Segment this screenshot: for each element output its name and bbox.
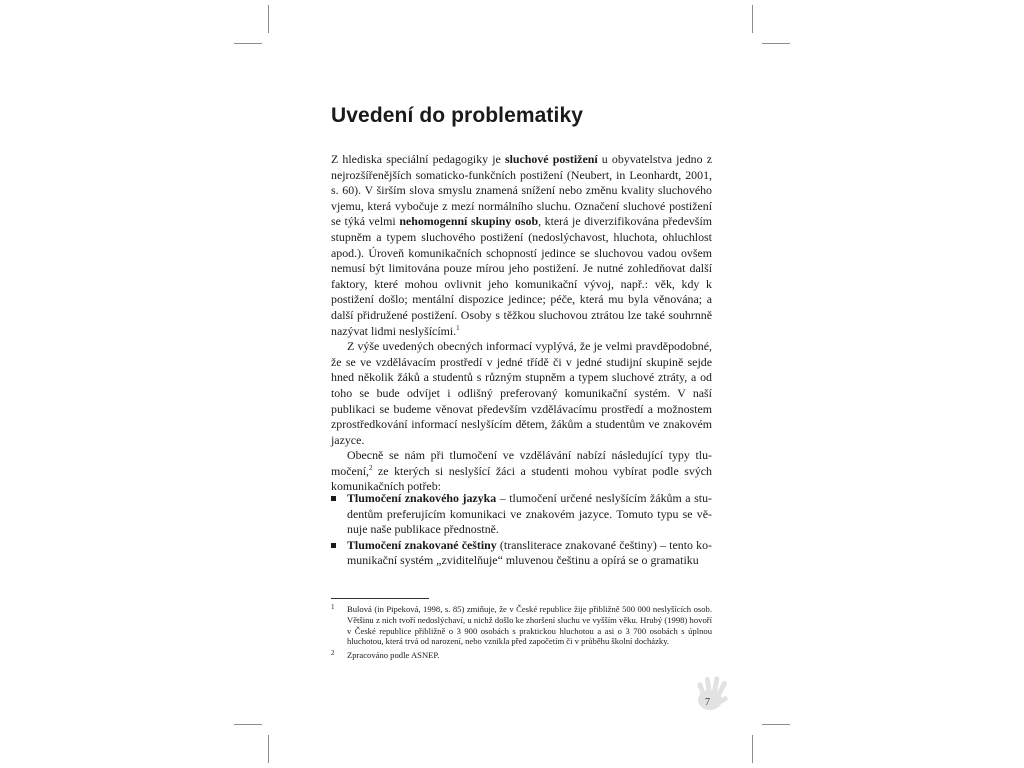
footnote-number: 2 [331,649,335,658]
text-run: – tlumočení určené neslyšícím žákům a studentům preferujícím komunikaci ve znakovém jazyce. Tomuto typu se věnuje naše publikace přednostně. [347,491,712,537]
paragraph [331,448,712,495]
paragraph: Z výše uvedených obecných informací vyplývá, že je velmi pravděpodobné, že se ve vzdělávacím prostředí v jedné třídě či v jedné studijní skupině sejde hned několik žáků a studentů s různým stupněm a typem sluchové ztráty, a od toho se bude odvíjet i odlišný preferovaný komunikační systém. V naší publikaci se budeme věnovat především vzdělávacímu prostředí a možnostem zprostředkování informací neslyšícím dětem, žákům a studentům ve znakovém jazyce. [331,339,712,447]
page-number: 7 [705,697,710,708]
text-run: u obyvatelstva jedno z nejrozšířenějších somaticko-funkčních postižení (Neubert, in Leonhardt, 2001, s. 60). V širším slova smyslu znamená snížení nebo změnu kvality sluchového vjemu, která vybočuje z mezí normálního sluchu. Označení sluchové postižení se týká velmi [331,152,712,229]
text-run: Z hlediska speciální pedagogiky je [331,152,505,166]
footnote-ref[interactable]: 1 [456,323,460,332]
list-item [331,491,712,538]
paragraph [331,152,712,339]
crop-mark [762,43,790,44]
bold-term: nehomogenní skupiny osob [399,214,539,229]
footnote-number: 1 [331,603,335,611]
text-run: , která je diverzifikována především stupněm a typem sluchového postižení (nedoslýchavost, hluchota, ohluchlost apod.). Úroveň komunikačních schopností jedince se sluchovou vadou ovšem nemusí být limitována pouze mírou jeho postižení. Je nutné zohledňovat další faktory, které mohou ovlivnit jeho komunikační vývoj, např.: věk, kdy k postižení došlo; mentální dispozice jedince; péče, která mu byla věnována; a další přidružené postižení. Osoby s těžkou sluchovou ztrátou lze také souhrnně nazývat lidmi neslyšícími. [331,214,712,338]
crop-mark [234,724,262,725]
footnote-text: Bulová (in Pipeková, 1998, s. 85) zmiňuje, že v České republice žije přibližně 500 000 neslyšících osob. Většinu z nich tvoří nedoslýchaví, u nichž došlo ke zhoršení sluchu ve vyšším věku. Hrubý (1998) hovoří v České republice přibližně o 3 900 osobách s praktickou hluchotou a asi o 3 700 osobách s úplnou hluchotou, která trvá od narození, nebo vznikla před započetím či v průběhu školní docházky. [347,604,712,647]
list-item [331,538,712,569]
footnote-divider [331,598,429,599]
text-run: Obecně se nám při tlumočení ve vzdělávání nabízí následující typy tlumočení, [331,448,712,478]
footnotes [331,604,712,662]
text-run: (transliterace znakované češtiny) – tento komunikační systém „zviditelňuje“ mluvenou češtinu a opírá se o gramatiku [347,537,712,568]
footnote-ref[interactable]: 2 [368,463,373,472]
crop-mark [234,43,262,44]
bullet-list [331,491,712,569]
crop-mark [762,724,790,725]
page-title: Uvedení do problematiky [331,104,584,127]
footnote [331,604,712,647]
bold-term: sluchové postižení [504,152,598,166]
footnote [331,650,712,661]
crop-mark [268,735,269,763]
body-text [331,152,712,495]
text-run: ze kterých si neslyšící žáci a studenti mohou vybírat podle svých komunikačních potřeb: [331,463,712,494]
crop-mark [268,5,269,33]
hand-icon [688,672,738,714]
crop-mark [752,5,753,33]
crop-mark [752,735,753,763]
footnote-text: Zpracováno podle ASNEP. [347,650,440,661]
bullet-square-icon [331,496,336,501]
bold-term: Tlumočení znakované češtiny [347,537,497,552]
bullet-square-icon [331,543,336,548]
bold-term: Tlumočení znakového jazyka [347,491,497,505]
